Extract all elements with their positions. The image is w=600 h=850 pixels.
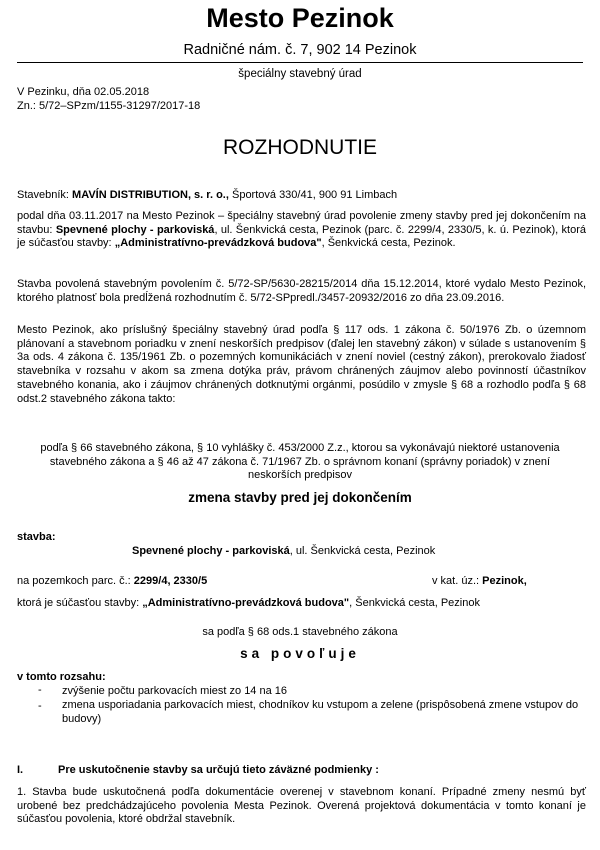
construction-location: , ul. Šenkvická cesta, Pezinok: [289, 545, 436, 557]
parcels-label: na pozemkoch parc. č.:: [17, 575, 131, 587]
builder-address: Športová 330/41, 900 91 Limbach: [231, 189, 398, 201]
construction-label: stavba:: [17, 531, 56, 543]
application-construction-name: Spevnené plochy - parkoviská: [55, 223, 215, 236]
place-date: V Pezinku, dňa 02.05.2018: [17, 86, 150, 98]
construction-line: [132, 544, 435, 558]
scope-bullet: -: [38, 700, 42, 712]
scope-bullet: -: [38, 684, 42, 696]
application-text-1: podal dňa 03.11.2017 na Mesto Pezinok – špeciálny stavebný úrad povolenie zmeny stavby pred jej dokončením na stavbu:: [17, 210, 586, 236]
parcels-line: [17, 574, 207, 588]
scope-label: v tomto rozsahu:: [17, 671, 106, 683]
builder-line: [17, 189, 586, 203]
city-address: Radničné nám. č. 7, 902 14 Pezinok: [183, 42, 417, 58]
application-building-name: „Administratívno-prevádzková budova": [114, 237, 322, 250]
scope-item: zmena usporiadania parkovacích miest, chodníkov ku vstupom a zelene (prispôsobená zmene vstupov do budovy): [62, 699, 579, 725]
cadastre-line: [432, 574, 527, 588]
part-of-location: , Šenkvická cesta, Pezinok: [349, 597, 480, 609]
permit-history-paragraph: Stavba povolená stavebným povolením č. 5/72-SP/5630-28215/2014 dňa 15.12.2014, ktoré vydalo Mesto Pezinok, ktorého platnosť bola predĺžená rozhodnutím č. 5/72-SPpredl./3457-20932/2016 zo dňa 23.09.2016.: [17, 278, 586, 304]
header-divider: [17, 62, 583, 63]
scope-item: zvýšenie počtu parkovacích miest zo 14 na 16: [62, 685, 288, 697]
authority-paragraph: Mesto Pezinok, ako príslušný špeciálny stavebný úrad podľa § 117 ods. 1 zákona č. 50/1976 Zb. o územnom plánovaní a stavebnom poriadku v znení neskorších predpisov (ďalej len stavebný zákon) v súlade s ustanovením § 3a ods. 4 zákona č. 135/1961 Zb. o pozemných komunikáciách v znení noviel (cestný zákon), prerokovalo žiadosť stavebníka v rozsahu v akom sa zmena dotýka práv, právom chránených záujmov alebo povinností účastníkov stavebného konania, ako i záujmov chránených dotknutými orgánmi, posúdilo v zmysle § 68 a rozhodlo podľa § 68 odst.2 stavebného zákona takto:: [17, 324, 586, 405]
permits-statement: sa povoľuje: [240, 646, 360, 661]
part-of-line: [17, 596, 480, 610]
builder-name: MAVÍN DISTRIBUTION, s. r. o.,: [72, 189, 229, 201]
application-text-3: , Šenkvická cesta, Pezinok.: [321, 237, 456, 250]
section-number: I.: [17, 764, 24, 776]
application-paragraph: [17, 210, 586, 251]
city-title: Mesto Pezinok: [206, 3, 394, 33]
legal-basis: podľa § 66 stavebného zákona, § 10 vyhlášky č. 453/2000 Z.z., ktorou sa vykonávajú niektoré ustanovenia stavebného zákona a § 46 až 47 zákona č. 71/1967 Zb. o správnom konaní (správny poriadok) v znení neskorších predpisov: [40, 442, 560, 482]
parcels-value: 2299/4, 2330/5: [133, 575, 208, 587]
cadastre-value: Pezinok,: [482, 575, 527, 587]
reference-number: Zn.: 5/72–SPzm/1155-31297/2017-18: [17, 100, 201, 112]
cadastre-label: v kat. úz.:: [432, 575, 480, 587]
builder-label: Stavebník:: [17, 189, 69, 201]
per-section: sa podľa § 68 ods.1 stavebného zákona: [202, 626, 398, 638]
condition-1: 1. Stavba bude uskutočnená podľa dokumentácie overenej v stavebnom konaní. Prípadné zmeny nesmú byť urobené bez predchádzajúceho povolenia Mesta Pezinok. Overená projektová dokumentácia v tomto konaní je súčasťou povolenia, ktoré obdržal stavebník.: [17, 786, 586, 826]
construction-name: Spevnené plochy - parkoviská: [132, 545, 290, 557]
part-of-building: „Administratívno-prevádzková budova": [142, 597, 350, 609]
decision-title: zmena stavby pred jej dokončením: [188, 490, 412, 505]
section-title: Pre uskutočnenie stavby sa určujú tieto záväzné podmienky :: [58, 764, 379, 776]
part-of-label: ktorá je súčasťou stavby:: [17, 597, 140, 609]
document-heading: ROZHODNUTIE: [223, 136, 377, 159]
application-text-2: , ul. Šenkvická cesta, Pezinok (parc. č. 2299/4, 2330/5, k. ú. Pezinok), ktorá je súčasťou stavby:: [17, 223, 587, 250]
office-name: špeciálny stavebný úrad: [238, 68, 362, 80]
